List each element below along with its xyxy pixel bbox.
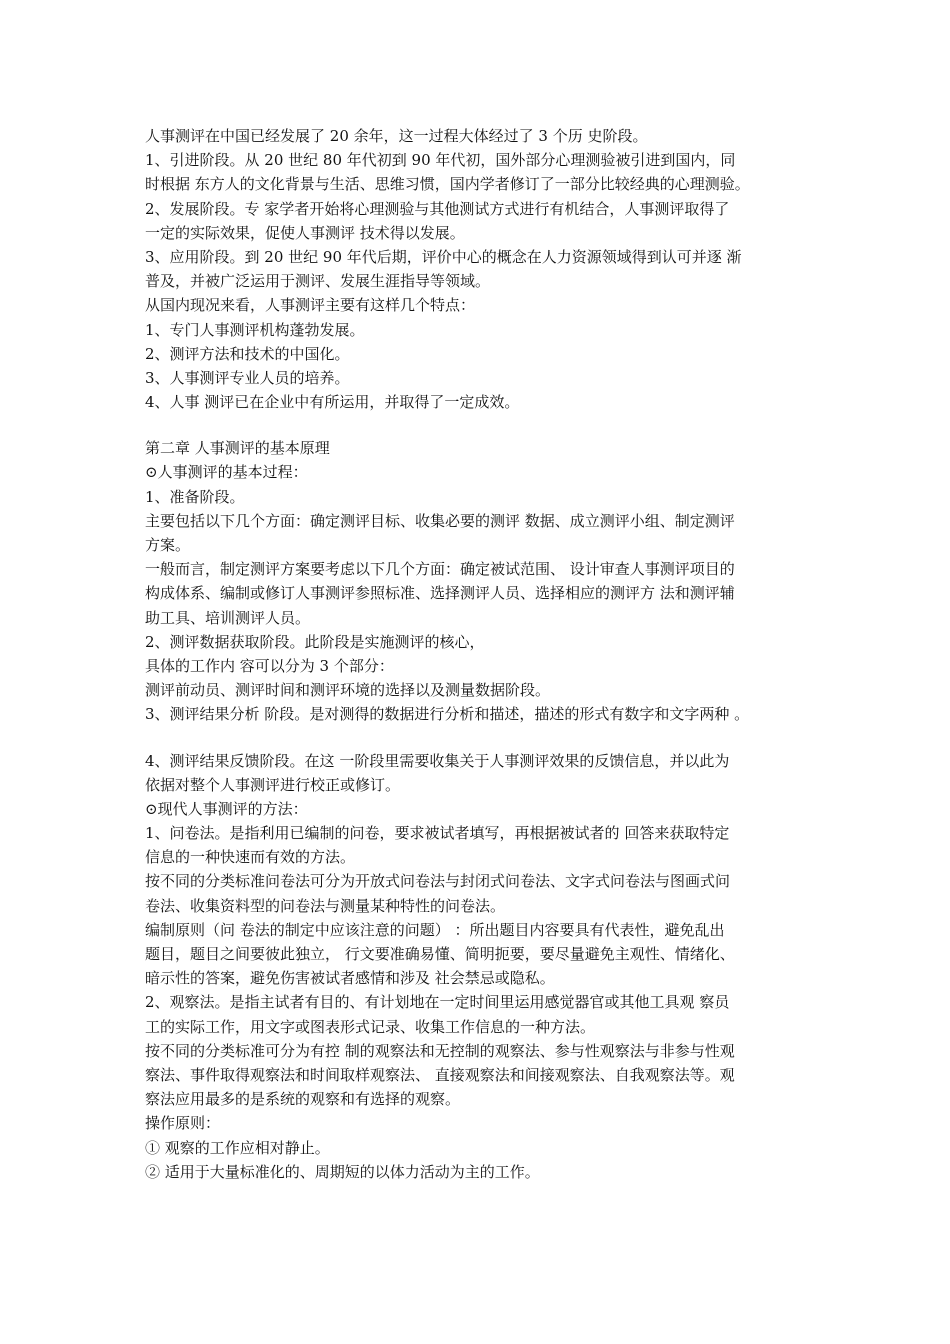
text-line: ② 适用于大量标准化的、周期短的以体力活动为主的工作。 [145,1162,540,1181]
text-line: 工的实际工作，用文字或图表形式记录、收集工作信息的一种方法。 [145,1017,596,1036]
text-line: 第二章 人事测评的基本原理 [145,439,330,458]
text-line: 1、准备阶段。 [145,487,245,506]
text-line: 卷法、收集资料型的问卷法与测量某种特性的问卷法。 [145,896,506,915]
text-line: 助工具、培训测评人员。 [145,608,311,627]
text-line: 依据对整个人事测评进行校正或修订。 [145,775,401,794]
text-line: 主要包括以下几个方面：确定测评目标、收集必要的测评 数据、成立测评小组、制定测评 [145,511,735,530]
text-line: 2、测评数据获取阶段。此阶段是实施测评的核心， [145,632,485,651]
text-line: 按不同的分类标准问卷法可分为开放式问卷法与封闭式问卷法、文字式问卷法与图画式问 [145,872,731,891]
text-line: 4、人事 测评已在企业中有所运用，并取得了一定成效。 [145,393,520,412]
text-line: 1、专门人事测评机构蓬勃发展。 [145,320,365,339]
text-line: 具体的工作内 容可以分为 3 个部分： [145,656,394,675]
text-line: ⊙现代人事测评的方法： [145,799,308,818]
text-line: 3、测评结果分析 阶段。是对测得的数据进行分析和描述，描述的形式有数字和文字两种 。 [145,705,750,724]
text-line: ⊙人事测评的基本过程： [145,463,308,482]
text-line: 1、问卷法。是指利用已编制的问卷，要求被试者填写，再根据被试者的 回答来获取特定 [145,824,730,843]
text-line: 察法应用最多的是系统的观察和有选择的观察。 [145,1090,461,1109]
text-line: 4、测评结果反馈阶段。在这 一阶段里需要收集关于人事测评效果的反馈信息，并以此为 [145,751,730,770]
text-line: 2、测评方法和技术的中国化。 [145,344,350,363]
text-line: 方案。 [145,536,191,554]
text-line: 暗示性的答案，避免伤害被试者感情和涉及 社会禁忌或隐私。 [145,969,555,988]
text-line: 按不同的分类标准可分为有控 制的观察法和无控制的观察法、参与性观察法与非参与性观 [145,1041,735,1060]
text-line: 2、发展阶段。专 家学者开始将心理测验与其他测试方式进行有机结合，人事测评取得了 [145,199,730,218]
text-line: 一般而言，制定测评方案要考虑以下几个方面：确定被试范围、 设计审查人事测评项目的 [145,560,735,579]
text-line: 从国内现况来看，人事测评主要有这样几个特点： [145,296,476,315]
text-line: 操作原则： [145,1114,221,1133]
text-line: 3、人事测评专业人员的培养。 [145,368,350,387]
document-body [145,124,817,1184]
text-line: 人事测评在中国已经发展了 20 余年，这一过程大体经过了 3 个历 史阶段。 [145,127,648,145]
blank-line [145,727,817,749]
text-line: 信息的一种快速而有效的方法。 [145,848,356,867]
text-line: 测评前动员、测评时间和测评环境的选择以及测量数据阶段。 [145,681,551,700]
text-line: 1、引进阶段。从 20 世纪 80 年代初到 90 年代初，国外部分心理测验被引进到国内，同 [145,151,736,170]
text-line: 2、观察法。是指主试者有目的、有计划地在一定时间里运用感觉器官或其他工具观 察员 [145,993,730,1012]
text-line: 题目，题目之间要彼此独立， 行文要准确易懂、简明扼要，要尽量避免主观性、情绪化、 [145,945,735,963]
blank-line [145,414,817,436]
text-line: 普及，并被广泛运用于测评、发展生涯指导等领域。 [145,272,491,291]
text-line: ① 观察的工作应相对静止。 [145,1138,330,1157]
text-line: 时根据 东方人的文化背景与生活、思维习惯，国内学者修订了一部分比较经典的心理测验。 [145,175,750,194]
text-line: 3、应用阶段。到 20 世纪 90 年代后期，评价中心的概念在人力资源领域得到认可并逐 渐 [145,247,742,266]
text-line: 编制原则（问 卷法的制定中应该注意的问题） ：所出题目内容要具有代表性，避免乱出 [145,920,725,939]
text-line: 一定的实际效果，促使人事测评 技术得以发展。 [145,223,465,242]
text-line: 构成体系、编制或修订人事测评参照标准、选择测评人员、选择相应的测评方 法和测评辅 [145,584,735,603]
text-line: 察法、事件取得观察法和时间取样观察法、 直接观察法和间接观察法、自我观察法等。观 [145,1065,735,1084]
